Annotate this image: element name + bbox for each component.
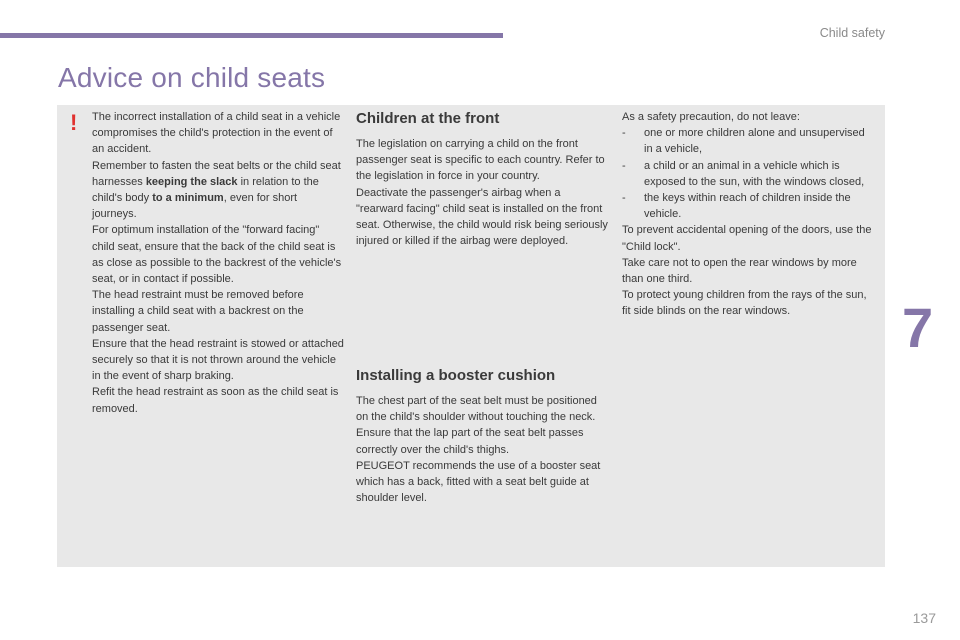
emphasis-text: keeping the slack — [145, 175, 238, 188]
booster-heading: Installing a booster cushion — [356, 367, 556, 384]
emphasis-text: to a minimum — [152, 192, 224, 205]
precautions-text: To protect young children from the rays of the sun, fit side blinds on the rear windows. — [622, 289, 867, 318]
booster-text: PEUGEOT recommends the use of a booster seat which has a back, fitted with a seat belt guide at shoulder level. — [356, 459, 601, 505]
list-item: - one or more children alone and unsupervised in a vehicle, — [622, 127, 865, 156]
chapter-number: 7 — [902, 296, 934, 359]
precautions-text: To prevent accidental opening of the doors, use the "Child lock". — [622, 224, 872, 253]
booster-column — [356, 366, 610, 506]
front-seat-heading: Children at the front — [356, 110, 500, 127]
warning-text: The head restraint must be removed before installing a child seat with a backrest on the passenger seat. — [92, 289, 304, 334]
precautions-text: Take care not to open the rear windows by more than one third. — [622, 256, 857, 286]
booster-text: Ensure that the lap part of the seat belt passes correctly over the child's thighs. — [356, 427, 584, 456]
front-seat-text: Deactivate the passenger's airbag when a "rearward facing" child seat is installed on the front seat. Otherwise, the child would risk being seriously injured or killed if the airbag were deployed. — [356, 186, 608, 248]
list-item: - the keys within reach of children inside the vehicle. — [622, 192, 851, 221]
list-item: - a child or an animal in a vehicle which is exposed to the sun, with the windows closed, — [622, 159, 865, 188]
warning-text: For optimum installation of the "forward facing" child seat, ensure that the back of the child seat is as close as possible to the backrest of the vehicle's seat, or in contact if possible. — [92, 224, 342, 286]
booster-text: The chest part of the seat belt must be positioned on the child's shoulder without touching the neck. — [356, 395, 597, 424]
front-seat-column — [356, 109, 610, 249]
page-number: 137 — [912, 610, 936, 626]
warning-text: Refit the head restraint as soon as the child seat is removed. — [92, 386, 339, 415]
header-accent-bar — [0, 33, 503, 38]
precautions-column — [622, 109, 876, 320]
page-title: Advice on child seats — [58, 62, 326, 93]
warning-text: Ensure that the head restraint is stowed or attached securely so that it is not thrown around the vehicle in the event of sharp braking. — [92, 337, 344, 383]
exclamation-icon: ! — [70, 110, 78, 135]
warning-column — [92, 109, 344, 417]
front-seat-text: The legislation on carrying a child on the front passenger seat is specific to each country. Refer to the legislation in force in your country. — [356, 138, 605, 183]
warning-text: Remember to fasten the seat belts or the child seat harnesses keeping the slack in relation to the child's body to a minimum, even for short journeys. — [92, 159, 341, 221]
precautions-intro: As a safety precaution, do not leave: — [622, 111, 800, 123]
section-header: Child safety — [819, 26, 885, 40]
warning-text: The incorrect installation of a child seat in a vehicle compromises the child's protection in the event of an accident. — [92, 111, 341, 156]
